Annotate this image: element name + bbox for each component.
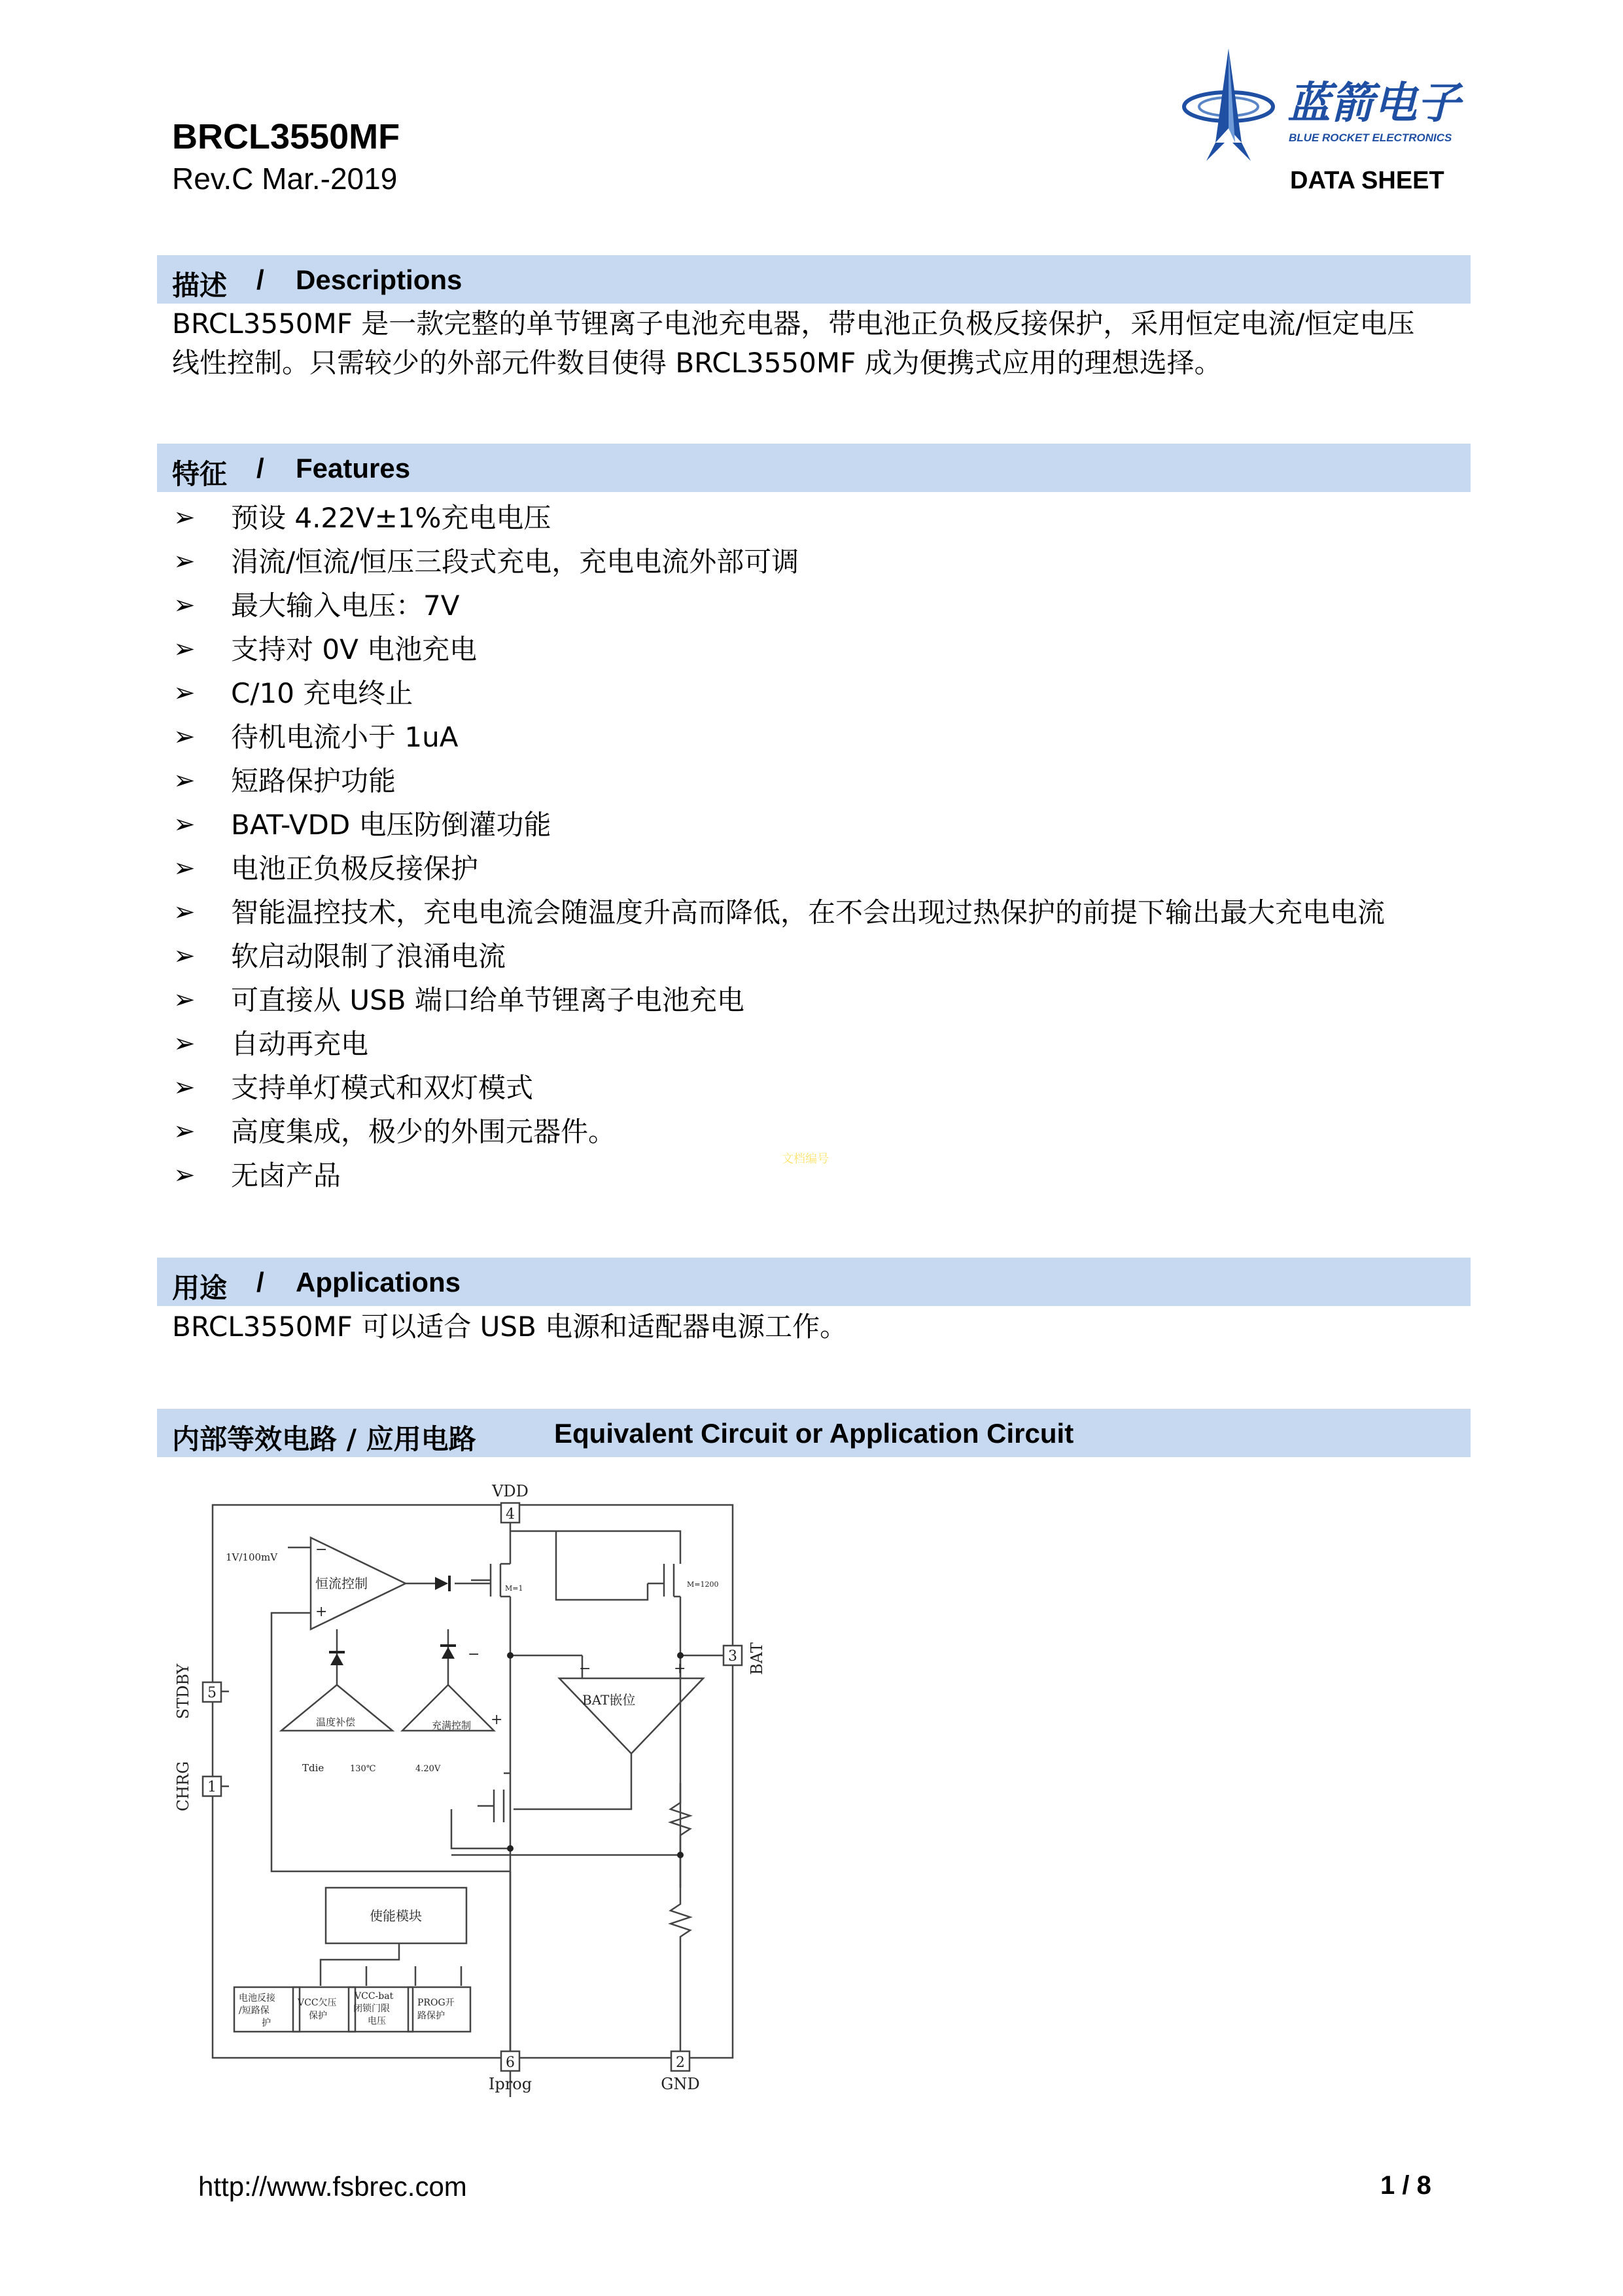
pin-number: 1 xyxy=(207,1779,217,1795)
footer-url-link[interactable]: http://www.fsbrec.com xyxy=(198,2171,467,2202)
rocket-logo-icon xyxy=(1184,48,1273,161)
feature-item: ➢ 预设 4.22V±1%充电电压 xyxy=(172,496,1385,540)
section-heading-en: Equivalent Circuit or Application Circuit xyxy=(554,1418,1074,1449)
feature-item: ➢ BAT-VDD 电压防倒灌功能 xyxy=(172,803,1385,847)
svg-text:恒流控制: 恒流控制 xyxy=(315,1576,368,1591)
bullet-arrow-icon: ➢ xyxy=(173,590,196,620)
svg-text:VCC-bat: VCC-bat xyxy=(355,1991,394,2002)
svg-text:护: 护 xyxy=(262,2018,271,2028)
feature-item: ➢ 软启动限制了浪涌电流 xyxy=(172,934,1385,978)
svg-text:4.20V: 4.20V xyxy=(415,1764,441,1774)
svg-text:使能模块: 使能模块 xyxy=(370,1908,422,1924)
svg-text:M=1200: M=1200 xyxy=(687,1580,719,1589)
bullet-arrow-icon: ➢ xyxy=(173,546,196,576)
feature-item: ➢ 支持单灯模式和双灯模式 xyxy=(172,1066,1385,1110)
pin-number: 3 xyxy=(728,1648,737,1665)
section-heading-en: Features xyxy=(296,453,411,484)
revision-text: Rev.C Mar.-2019 xyxy=(172,162,398,196)
bullet-arrow-icon: ➢ xyxy=(173,1116,196,1146)
pin-number: 5 xyxy=(207,1685,217,1701)
doc-type-label: DATA SHEET xyxy=(1290,167,1444,194)
feature-item: ➢ 电池正负极反接保护 xyxy=(172,847,1385,891)
page-number: 1 / 8 xyxy=(1380,2171,1431,2200)
svg-text:BAT嵌位: BAT嵌位 xyxy=(582,1692,636,1708)
svg-text:−: − xyxy=(579,1661,591,1677)
part-number-title: BRCL3550MF xyxy=(172,117,400,156)
svg-text:充满控制: 充满控制 xyxy=(432,1720,472,1731)
section-heading-cn: 特征 xyxy=(172,458,228,490)
bullet-arrow-icon: ➢ xyxy=(173,1160,196,1190)
svg-text:VCC欠压: VCC欠压 xyxy=(298,1998,337,2008)
pin-label-vdd: VDD xyxy=(492,1482,529,1500)
section-heading-separator: / xyxy=(256,1267,264,1298)
svg-text:Tdie: Tdie xyxy=(302,1762,324,1774)
bullet-arrow-icon: ➢ xyxy=(173,1072,196,1103)
description-line: 线性控制。只需较少的外部元件数目使得 BRCL3550MF 成为便携式应用的理想选择。 xyxy=(172,347,1222,379)
bullet-arrow-icon: ➢ xyxy=(173,853,196,883)
svg-text:−: − xyxy=(468,1646,480,1663)
bullet-arrow-icon: ➢ xyxy=(173,1029,196,1059)
section-heading-separator: / xyxy=(256,453,264,484)
feature-item: ➢ 无卤产品 xyxy=(172,1154,1385,1197)
svg-text:+: + xyxy=(491,1712,503,1728)
feature-item: ➢ 最大输入电压：7V xyxy=(172,584,1385,627)
feature-item: ➢ 短路保护功能 xyxy=(172,759,1385,803)
pin-label-iprog: Iprog xyxy=(488,2075,532,2093)
bullet-arrow-icon: ➢ xyxy=(173,766,196,796)
bullet-arrow-icon: ➢ xyxy=(173,722,196,752)
svg-text:温度补偿: 温度补偿 xyxy=(316,1716,356,1728)
bullet-arrow-icon: ➢ xyxy=(173,985,196,1015)
feature-item: ➢ 待机电流小于 1uA xyxy=(172,715,1385,759)
svg-text:PROG开: PROG开 xyxy=(417,1998,455,2008)
section-heading-cn: 描述 xyxy=(172,270,228,302)
svg-text:130℃: 130℃ xyxy=(350,1764,376,1774)
section-header-circuit xyxy=(157,1409,1471,1457)
faint-watermark: 文档编号 xyxy=(782,1152,829,1166)
svg-text:+: + xyxy=(315,1604,328,1620)
logo-name-en: BLUE ROCKET ELECTRONICS xyxy=(1289,132,1452,144)
feature-item: ➢ 可直接从 USB 端口给单节锂离子电池充电 xyxy=(172,978,1385,1022)
bullet-arrow-icon: ➢ xyxy=(173,809,196,839)
section-header-descriptions xyxy=(157,255,1471,304)
svg-text:−: − xyxy=(315,1542,328,1558)
pin-number: 4 xyxy=(506,1506,515,1523)
logo-name-cn: 蓝箭电子 xyxy=(1287,78,1460,128)
section-header-applications xyxy=(157,1258,1471,1306)
section-header-features xyxy=(157,444,1471,492)
bullet-arrow-icon: ➢ xyxy=(173,941,196,971)
bat-clamp-amp xyxy=(559,1678,703,1754)
pin-label-chrg: CHRG xyxy=(174,1761,192,1812)
svg-text:电池反接: 电池反接 xyxy=(239,1993,275,2004)
feature-item: ➢ 支持对 0V 电池充电 xyxy=(172,627,1385,671)
svg-text:M=1: M=1 xyxy=(505,1584,523,1593)
equivalent-circuit-diagram xyxy=(164,1469,792,2097)
bullet-arrow-icon: ➢ xyxy=(173,634,196,664)
section-heading-cn: 用途 xyxy=(172,1272,228,1304)
pin-number: 6 xyxy=(506,2055,515,2071)
pin-label-bat: BAT xyxy=(748,1642,766,1675)
feature-item: ➢ C/10 充电终止 xyxy=(172,671,1385,715)
section-heading-en: Descriptions xyxy=(296,264,462,295)
bullet-arrow-icon: ➢ xyxy=(173,897,196,927)
svg-text:路保护: 路保护 xyxy=(417,2011,445,2021)
section-heading-separator: / xyxy=(256,264,264,295)
pin-number: 2 xyxy=(676,2055,685,2071)
pin-label-gnd: GND xyxy=(661,2075,700,2093)
package-outline xyxy=(213,1505,733,2058)
svg-text:电压: 电压 xyxy=(368,2016,386,2026)
bullet-arrow-icon: ➢ xyxy=(173,503,196,533)
section-heading-en: Applications xyxy=(296,1267,461,1298)
svg-text:/短路保: /短路保 xyxy=(239,2005,270,2016)
bullet-arrow-icon: ➢ xyxy=(173,678,196,708)
feature-item: ➢ 涓流/恒流/恒压三段式充电，充电电流外部可调 xyxy=(172,540,1385,584)
company-logo xyxy=(1178,44,1478,169)
feature-item: ➢ 智能温控技术，充电电流会随温度升高而降低，在不会出现过热保护的前提下输出最大充电电流 xyxy=(172,891,1385,934)
features-list xyxy=(172,496,1385,1197)
section-heading-cn: 内部等效电路 / 应用电路 xyxy=(172,1423,476,1455)
pin-label-stdby: STDBY xyxy=(174,1663,192,1720)
svg-text:1V/100mV: 1V/100mV xyxy=(226,1551,278,1563)
description-paragraph xyxy=(172,304,1474,383)
feature-item: ➢ 高度集成，极少的外围元器件。 xyxy=(172,1110,1385,1154)
svg-text:闭锁门限: 闭锁门限 xyxy=(353,2004,390,2014)
feature-item: ➢ 自动再充电 xyxy=(172,1022,1385,1066)
svg-text:保护: 保护 xyxy=(309,2011,327,2021)
svg-text:+: + xyxy=(674,1661,686,1677)
description-line: BRCL3550MF 是一款完整的单节锂离子电池充电器，带电池正负极反接保护，采用恒定电流/恒定电压 xyxy=(172,308,1415,340)
applications-text: BRCL3550MF 可以适合 USB 电源和适配器电源工作。 xyxy=(172,1311,848,1343)
